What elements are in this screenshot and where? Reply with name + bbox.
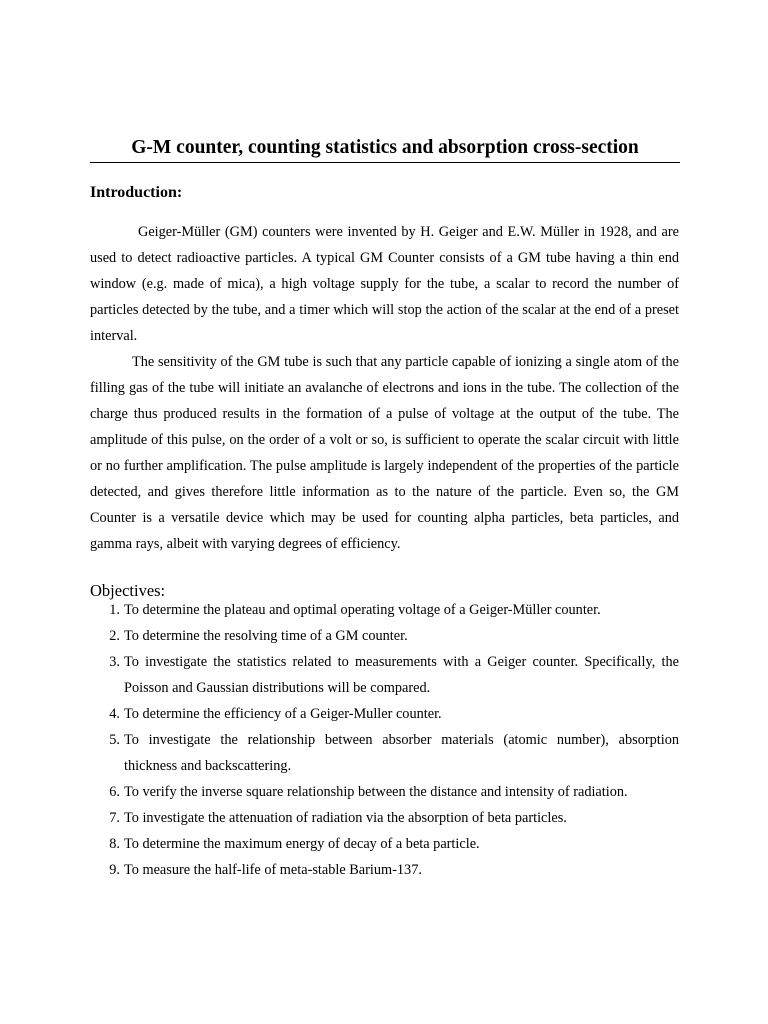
- introduction-body: [90, 219, 679, 557]
- introduction-paragraph: Geiger-Müller (GM) counters were invented by H. Geiger and E.W. Müller in 1928, and are used to detect radioactive particles. A typical GM Counter consists of a GM tube having a thin end window (e.g. made of mica), a high voltage supply for the tube, a scalar to record the number of particles detected by the tube, and a timer which will stop the action of the scalar at the end of a preset interval.: [90, 224, 679, 344]
- objective-text: To investigate the relationship between absorber materials (atomic number), absorption thickness and backscattering.: [124, 732, 679, 774]
- objectives-list: [90, 597, 679, 883]
- objective-number: 8.: [109, 836, 120, 852]
- objective-number: 1.: [109, 602, 120, 618]
- objective-item: [90, 857, 679, 883]
- objective-item: [90, 831, 679, 857]
- objective-item: [90, 623, 679, 649]
- objective-number: 2.: [109, 628, 120, 644]
- objective-item: [90, 805, 679, 831]
- objective-text: To measure the half-life of meta-stable Barium-137.: [124, 862, 422, 878]
- objective-item: [90, 701, 679, 727]
- objective-number: 9.: [109, 862, 120, 878]
- objective-text: To determine the efficiency of a Geiger-Muller counter.: [124, 706, 442, 722]
- objective-number: 4.: [109, 706, 120, 722]
- document-title: G-M counter, counting statistics and absorption cross-section: [90, 136, 680, 163]
- objective-number: 5.: [109, 732, 120, 748]
- objective-text: To determine the maximum energy of decay of a beta particle.: [124, 836, 480, 852]
- objective-text: To determine the resolving time of a GM counter.: [124, 628, 408, 644]
- objectives-heading: Objectives:: [90, 581, 166, 600]
- objective-text: To investigate the attenuation of radiation via the absorption of beta particles.: [124, 810, 567, 826]
- objective-item: [90, 779, 679, 805]
- introduction-paragraph: The sensitivity of the GM tube is such that any particle capable of ionizing a single atom of the filling gas of the tube will initiate an avalanche of electrons and ions in the tube. The collection of the charge thus produced results in the formation of a pulse of voltage at the output of the tube. The amplitude of this pulse, on the order of a volt or so, is sufficient to operate the scalar circuit with little or no further amplification. The pulse amplitude is largely independent of the properties of the particle detected, and gives therefore little information as to the nature of the particle. Even so, the GM Counter is a versatile device which may be used for counting alpha particles, beta particles, and gamma rays, albeit with varying degrees of efficiency.: [90, 354, 679, 552]
- objective-item: [90, 649, 679, 701]
- introduction-heading: Introduction:: [90, 184, 183, 201]
- objective-text: To determine the plateau and optimal operating voltage of a Geiger-Müller counter.: [124, 602, 601, 618]
- objective-text: To verify the inverse square relationship between the distance and intensity of radiation.: [124, 784, 628, 800]
- objective-text: To investigate the statistics related to measurements with a Geiger counter. Specifically, the Poisson and Gaussian distributions will be compared.: [124, 654, 679, 696]
- objective-item: [90, 597, 679, 623]
- objective-item: [90, 727, 679, 779]
- objective-number: 7.: [109, 810, 120, 826]
- objective-number: 3.: [109, 654, 120, 670]
- objective-number: 6.: [109, 784, 120, 800]
